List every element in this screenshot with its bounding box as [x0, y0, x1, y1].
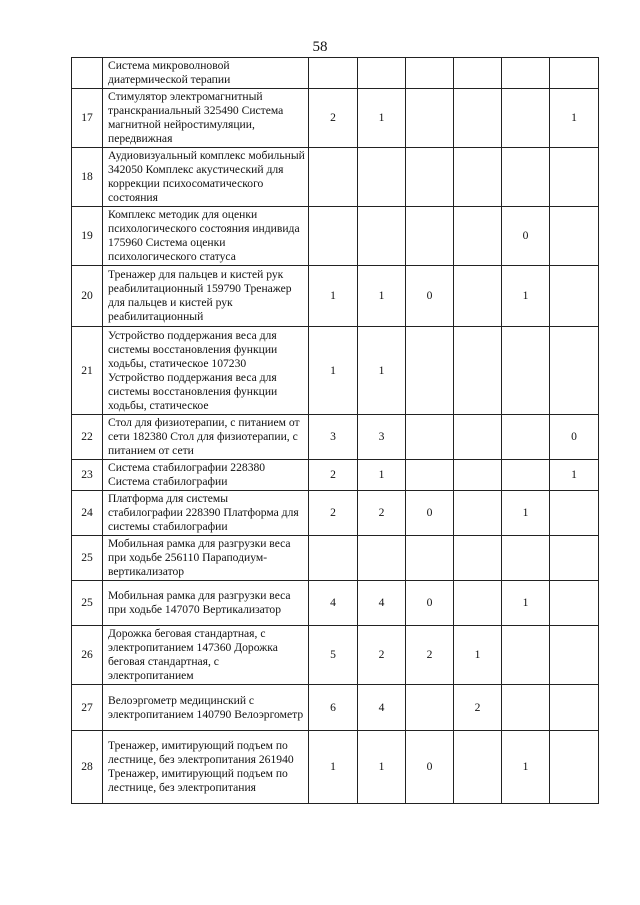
quantity-cell-c1: 1	[309, 731, 358, 804]
table-row	[72, 327, 599, 415]
equipment-name-cell: Платформа для системы стабилографии 228390 Платформа для системы стабилографии	[103, 491, 309, 536]
quantity-cell-c1: 1	[309, 266, 358, 327]
equipment-name-cell: Система микроволновой диатермической терапии	[103, 58, 309, 89]
quantity-cell-c1: 3	[309, 415, 358, 460]
quantity-cell-c6	[550, 626, 599, 685]
quantity-cell-c1	[309, 536, 358, 581]
quantity-cell-c1	[309, 207, 358, 266]
quantity-cell-c1: 2	[309, 460, 358, 491]
quantity-cell-c4	[454, 491, 502, 536]
table-row	[72, 207, 599, 266]
table-row	[72, 731, 599, 804]
quantity-cell-c3	[406, 415, 454, 460]
quantity-cell-c2: 1	[358, 266, 406, 327]
equipment-name-cell: Тренажер, имитирующий подъем по лестнице, без электропитания 261940 Тренажер, имитирующий подъем по лестнице, без электропитания	[103, 731, 309, 804]
quantity-cell-c4	[454, 581, 502, 626]
quantity-cell-c2: 1	[358, 89, 406, 148]
quantity-cell-c2	[358, 207, 406, 266]
equipment-name-cell: Мобильная рамка для разгрузки веса при ходьбе 147070 Вертикализатор	[103, 581, 309, 626]
table-row	[72, 460, 599, 491]
quantity-cell-c6	[550, 685, 599, 731]
quantity-cell-c5	[502, 148, 550, 207]
quantity-cell-c3: 0	[406, 581, 454, 626]
quantity-cell-c6: 1	[550, 460, 599, 491]
quantity-cell-c1: 2	[309, 89, 358, 148]
table-row	[72, 148, 599, 207]
quantity-cell-c4	[454, 148, 502, 207]
quantity-cell-c3: 2	[406, 626, 454, 685]
quantity-cell-c4	[454, 731, 502, 804]
equipment-name-cell: Комплекс методик для оценки психологического состояния индивида 175960 Система оценки психологического статуса	[103, 207, 309, 266]
equipment-name-cell: Тренажер для пальцев и кистей рук реабилитационный 159790 Тренажер для пальцев и кистей рук реабилитационный	[103, 266, 309, 327]
quantity-cell-c5	[502, 58, 550, 89]
row-number-cell: 25	[72, 581, 103, 626]
quantity-cell-c5	[502, 536, 550, 581]
quantity-cell-c2: 1	[358, 460, 406, 491]
quantity-cell-c6: 0	[550, 415, 599, 460]
quantity-cell-c6	[550, 148, 599, 207]
row-number-cell: 21	[72, 327, 103, 415]
row-number-cell: 18	[72, 148, 103, 207]
quantity-cell-c5	[502, 626, 550, 685]
table-row	[72, 266, 599, 327]
quantity-cell-c1: 4	[309, 581, 358, 626]
table-row	[72, 415, 599, 460]
row-number-cell: 20	[72, 266, 103, 327]
quantity-cell-c4	[454, 327, 502, 415]
quantity-cell-c3	[406, 536, 454, 581]
row-number-cell: 24	[72, 491, 103, 536]
quantity-cell-c4	[454, 207, 502, 266]
quantity-cell-c2: 3	[358, 415, 406, 460]
quantity-cell-c2: 1	[358, 731, 406, 804]
quantity-cell-c4: 1	[454, 626, 502, 685]
quantity-cell-c6	[550, 536, 599, 581]
quantity-cell-c4	[454, 536, 502, 581]
table-row	[72, 626, 599, 685]
row-number-cell	[72, 58, 103, 89]
quantity-cell-c4	[454, 415, 502, 460]
quantity-cell-c5: 1	[502, 731, 550, 804]
quantity-cell-c5: 0	[502, 207, 550, 266]
quantity-cell-c2	[358, 58, 406, 89]
table-row	[72, 581, 599, 626]
row-number-cell: 17	[72, 89, 103, 148]
quantity-cell-c1: 1	[309, 327, 358, 415]
row-number-cell: 23	[72, 460, 103, 491]
table-row	[72, 685, 599, 731]
equipment-name-cell: Стол для физиотерапии, с питанием от сети 182380 Стол для физиотерапии, с питанием от сети	[103, 415, 309, 460]
quantity-cell-c6	[550, 491, 599, 536]
quantity-cell-c3	[406, 460, 454, 491]
equipment-name-cell: Дорожка беговая стандартная, с электропитанием 147360 Дорожка беговая стандартная, с электропитанием	[103, 626, 309, 685]
quantity-cell-c2: 2	[358, 491, 406, 536]
table-row	[72, 58, 599, 89]
quantity-cell-c4	[454, 460, 502, 491]
quantity-cell-c5	[502, 685, 550, 731]
table-row	[72, 491, 599, 536]
quantity-cell-c6	[550, 207, 599, 266]
quantity-cell-c3	[406, 685, 454, 731]
equipment-name-cell: Устройство поддержания веса для системы восстановления функции ходьбы, статическое 107230 Устройство поддержания веса для системы восстановления функции ходьбы, статическое	[103, 327, 309, 415]
quantity-cell-c3	[406, 89, 454, 148]
quantity-cell-c3	[406, 327, 454, 415]
quantity-cell-c3: 0	[406, 491, 454, 536]
quantity-cell-c6	[550, 581, 599, 626]
quantity-cell-c4	[454, 266, 502, 327]
quantity-cell-c5: 1	[502, 491, 550, 536]
quantity-cell-c5	[502, 89, 550, 148]
equipment-name-cell: Мобильная рамка для разгрузки веса при ходьбе 256110 Параподиум-вертикализатор	[103, 536, 309, 581]
row-number-cell: 19	[72, 207, 103, 266]
quantity-cell-c5	[502, 415, 550, 460]
table-row	[72, 536, 599, 581]
quantity-cell-c3: 0	[406, 731, 454, 804]
quantity-cell-c1	[309, 58, 358, 89]
quantity-cell-c2	[358, 536, 406, 581]
quantity-cell-c5	[502, 460, 550, 491]
row-number-cell: 27	[72, 685, 103, 731]
equipment-table	[71, 57, 599, 804]
quantity-cell-c5	[502, 327, 550, 415]
quantity-cell-c2: 4	[358, 685, 406, 731]
table-row	[72, 89, 599, 148]
row-number-cell: 26	[72, 626, 103, 685]
page-number: 58	[312, 39, 328, 55]
quantity-cell-c4	[454, 89, 502, 148]
quantity-cell-c4	[454, 58, 502, 89]
quantity-cell-c3	[406, 58, 454, 89]
equipment-name-cell: Стимулятор электромагнитный транскраниальный 325490 Система магнитной нейростимуляции, передвижная	[103, 89, 309, 148]
row-number-cell: 22	[72, 415, 103, 460]
row-number-cell: 28	[72, 731, 103, 804]
quantity-cell-c2: 4	[358, 581, 406, 626]
quantity-cell-c1	[309, 148, 358, 207]
quantity-cell-c3	[406, 148, 454, 207]
quantity-cell-c6	[550, 327, 599, 415]
quantity-cell-c6	[550, 58, 599, 89]
equipment-name-cell: Аудиовизуальный комплекс мобильный 342050 Комплекс акустический для коррекции психосоматического состояния	[103, 148, 309, 207]
quantity-cell-c6: 1	[550, 89, 599, 148]
quantity-cell-c3: 0	[406, 266, 454, 327]
quantity-cell-c5: 1	[502, 581, 550, 626]
equipment-name-cell: Система стабилографии 228380 Система стабилографии	[103, 460, 309, 491]
quantity-cell-c1: 6	[309, 685, 358, 731]
quantity-cell-c1: 5	[309, 626, 358, 685]
quantity-cell-c4: 2	[454, 685, 502, 731]
quantity-cell-c3	[406, 207, 454, 266]
quantity-cell-c2	[358, 148, 406, 207]
quantity-cell-c6	[550, 731, 599, 804]
quantity-cell-c1: 2	[309, 491, 358, 536]
row-number-cell: 25	[72, 536, 103, 581]
quantity-cell-c6	[550, 266, 599, 327]
equipment-name-cell: Велоэргометр медицинский с электропитанием 140790 Велоэргометр	[103, 685, 309, 731]
quantity-cell-c2: 1	[358, 327, 406, 415]
quantity-cell-c2: 2	[358, 626, 406, 685]
quantity-cell-c5: 1	[502, 266, 550, 327]
